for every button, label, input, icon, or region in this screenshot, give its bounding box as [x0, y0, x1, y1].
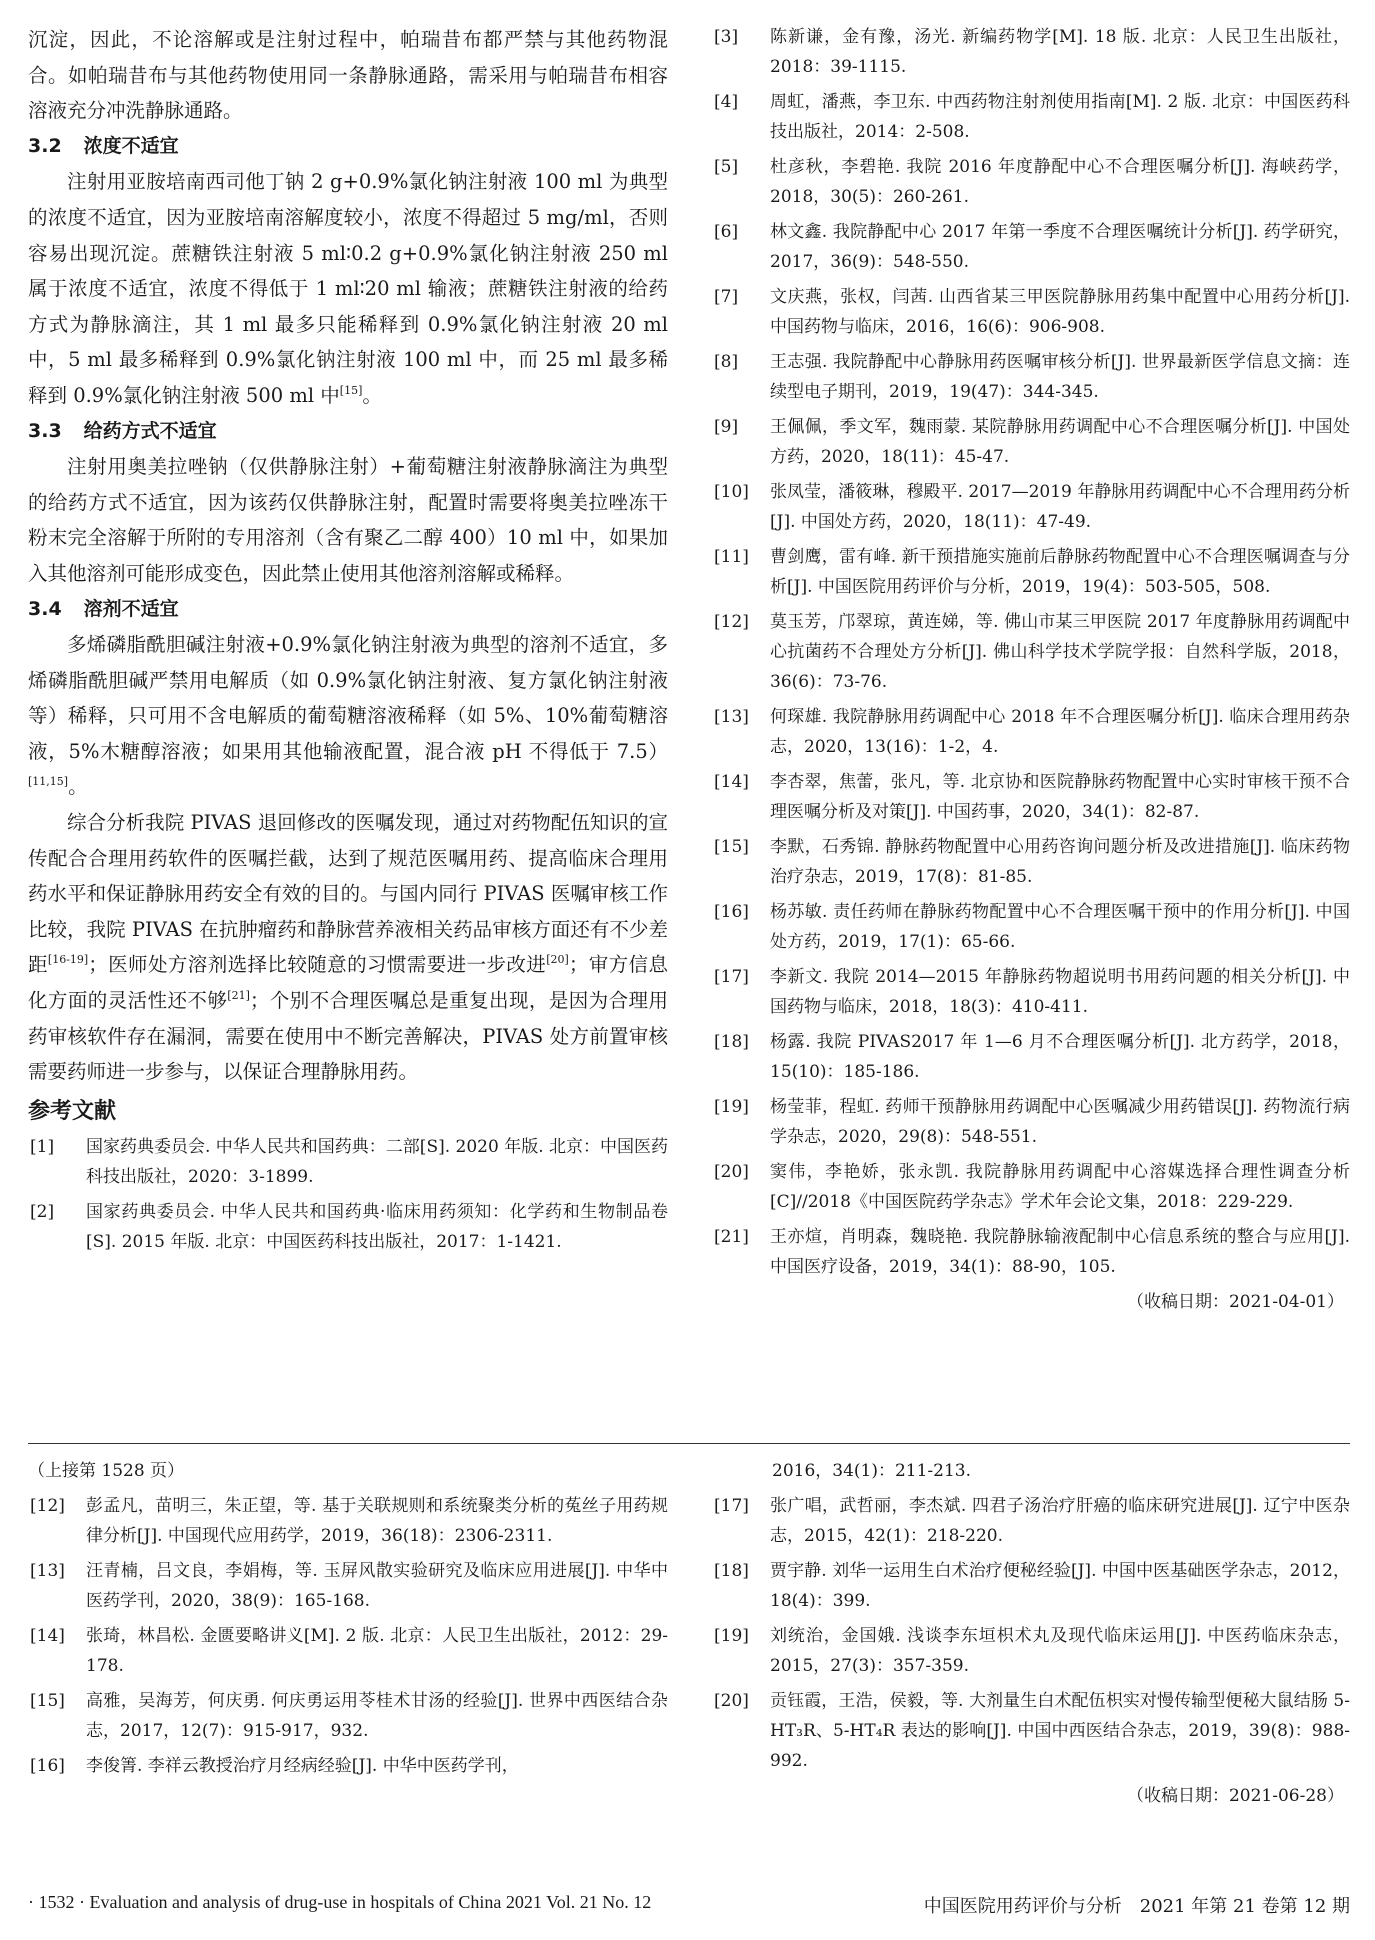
reference-number: [7] — [714, 287, 739, 307]
paragraph-concentration — [28, 164, 668, 413]
section-heading-3-2 — [28, 129, 668, 165]
reference-text: 贡钰霞，王浩，侯毅，等. 大剂量生白术配伍枳实对慢传输型便秘大鼠结肠 5-HT₃R、5-HT₄R 表达的影响[J]. 中国中西医结合杂志，2019，39(8)：988-992. — [770, 1691, 1350, 1771]
right-column — [712, 22, 1350, 1317]
reference-text: 文庆燕，张权，闫茜. 山西省某三甲医院静脉用药集中配置中心用药分析[J]. 中国药物与临床，2016，16(6)：906-908. — [770, 287, 1350, 337]
reference-text: 窦伟，李艳娇，张永凯. 我院静脉用药调配中心溶媒选择合理性调查分析[C]//2018《中国医院药学杂志》学术年会论文集，2018：229-229. — [770, 1162, 1350, 1212]
paragraph-route: 注射用奥美拉唑钠（仅供静脉注射）+葡萄糖注射液静脉滴注为典型的给药方式不适宜，因为该药仅供静脉注射，配置时需要将奥美拉唑冻干粉末完全溶解于所附的专用溶剂（含有聚乙二醇 400）10 ml 中，如果加入其他溶剂可能形成变色，因此禁止使用其他溶剂溶解或稀释。 — [28, 455, 668, 585]
reference-number: [19] — [714, 1626, 749, 1646]
reference-text: 张凤莹，潘筱琳，穆殿平. 2017—2019 年静脉用药调配中心不合理用药分析[J]. 中国处方药，2020，18(11)：47-49. — [770, 482, 1350, 532]
reference-number: [17] — [714, 1496, 749, 1516]
reference-number: [11] — [714, 547, 749, 567]
reference-text: 周虹，潘燕，李卫东. 中西药物注射剂使用指南[M]. 2 版. 北京：中国医药科技出版社，2014：2-508. — [770, 92, 1350, 142]
section-number: 3.4 — [28, 597, 62, 620]
section-divider — [28, 1443, 1350, 1444]
reference-number: [4] — [714, 92, 739, 112]
reference-item — [712, 282, 1350, 342]
reference-text: 王佩佩，季文军，魏雨蒙. 某院静脉用药调配中心不合理医嘱分析[J]. 中国处方药，2020，18(11)：45-47. — [770, 417, 1350, 467]
citation: [11,15] — [28, 775, 69, 789]
reference-number: [20] — [714, 1691, 749, 1711]
references-list — [712, 22, 1350, 1282]
citation: [21] — [227, 989, 250, 1003]
section-title: 给药方式不适宜 — [83, 419, 217, 442]
reference-number: [6] — [714, 222, 739, 242]
paragraph-end: 。 — [68, 775, 88, 799]
section-title: 溶剂不适宜 — [83, 597, 179, 620]
reference-item — [712, 347, 1350, 407]
received-date: （收稿日期：2021-06-28） — [1126, 1786, 1344, 1806]
section-number: 3.3 — [28, 419, 62, 442]
reference-item — [712, 1686, 1350, 1776]
reference-text: 李俊箐. 李祥云教授治疗月经病经验[J]. 中华中医药学刊， — [86, 1756, 519, 1776]
reference-number: [13] — [714, 707, 749, 727]
reference-text: 高雅，吴海芳，何庆勇. 何庆勇运用苓桂术甘汤的经验[J]. 世界中西医结合杂志，2017，12(7)：915-917，932. — [86, 1691, 668, 1741]
reference-number: [3] — [714, 27, 739, 47]
reference-item — [712, 702, 1350, 762]
reference-text: 莫玉芳，邝翠琼，黄连娣，等. 佛山市某三甲医院 2017 年度静脉用药调配中心抗菌药不合理处方分析[J]. 佛山科学技术学院学报：自然科学版，2018，36(6)：73-76. — [770, 612, 1350, 692]
reference-item — [28, 1621, 668, 1681]
continued-from-note: （上接第 1528 页） — [28, 1461, 185, 1481]
reference-number: [9] — [714, 417, 739, 437]
reference-text: 刘统治，金国娥. 浅谈李东垣枳术丸及现代临床运用[J]. 中医药临床杂志，2015，27(3)：357-359. — [770, 1626, 1350, 1676]
reference-item — [712, 1556, 1350, 1616]
paragraph-text: 综合分析我院 PIVAS 退回修改的医嘱发现，通过对药物配伍知识的宣传配合合理用药软件的医嘱拦截，达到了规范医嘱用药、提高临床合理用药水平和保证静脉用药安全有效的目的。与国内同行 PIVAS 医嘱审核工作比较，我院 PIVAS 在抗肿瘤药和静脉营养液相关药品审核方面还有不少差距 — [28, 811, 668, 977]
reference-item — [712, 832, 1350, 892]
reference-text: 何琛雄. 我院静脉用药调配中心 2018 年不合理医嘱分析[J]. 临床合理用药杂志，2020，13(16)：1-2，4. — [770, 707, 1350, 757]
reference-number: [8] — [714, 352, 739, 372]
references-list — [28, 1491, 668, 1781]
reference-text: 国家药典委员会. 中华人民共和国药典·临床用药须知：化学药和生物制品卷[S]. 2015 年版. 北京：中国医药科技出版社，2017：1-1421. — [86, 1201, 668, 1252]
paragraph-text: 注射用亚胺培南西司他丁钠 2 g+0.9%氯化钠注射液 100 ml 为典型的浓度不适宜，因为亚胺培南溶解度较小，浓度不得超过 5 mg/ml，否则容易出现沉淀。蔗糖铁注射液 5 ml∶0.2 g+0.9%氯化钠注射液 250 ml 属于浓度不适宜，浓度不得低于 1 ml∶20 ml 输液；蔗糖铁注射液的给药方式为静脉滴注，其 1 ml 最多只能稀释到 0.9%氯化钠注射液 20 ml 中，5 ml 最多稀释到 0.9%氯化钠注射液 100 ml 中，而 25 ml 最多稀释到 0.9%氯化钠注射液 500 ml 中 — [28, 170, 668, 407]
reference-number: [5] — [714, 157, 739, 177]
paragraph-text: ；个别不合理医嘱总是重复出现，是因为合理用药审核软件存在漏洞，需要在使用中不断完善解决，PIVAS 处方前置审核需要药师进一步参与，以保证合理静脉用药。 — [28, 989, 668, 1084]
reference-item — [28, 1132, 668, 1192]
bottom-right-column — [712, 1456, 1350, 1811]
reference-item — [712, 1092, 1350, 1152]
references-heading: 参考文献 — [28, 1098, 117, 1124]
paragraph-solvent — [28, 627, 668, 805]
reference-number: [19] — [714, 1097, 749, 1117]
reference-item — [712, 767, 1350, 827]
reference-item — [712, 87, 1350, 147]
footer-left: · 1532 · Evaluation and analysis of drug-use in hospitals of China 2021 Vol. 21 No. 12 — [28, 1892, 652, 1912]
reference-text: 汪青楠，吕文良，李娟梅，等. 玉屏风散实验研究及临床应用进展[J]. 中华中医药学刊，2020，38(9)：165-168. — [86, 1561, 668, 1611]
reference-text: 国家药典委员会. 中华人民共和国药典：二部[S]. 2020 年版. 北京：中国医药科技出版社，2020：3-1899. — [86, 1136, 668, 1187]
paragraph-text: ；医师处方溶剂选择比较随意的习惯需要进一步改进 — [88, 953, 547, 977]
paragraph-text: 多烯磷脂酰胆碱注射液+0.9%氯化钠注射液为典型的溶剂不适宜，多烯磷脂酰胆碱严禁用电解质（如 0.9%氯化钠注射液、复方氯化钠注射液等）稀释，只可用不含电解质的葡萄糖溶液稀释（如 5%、10%葡萄糖溶液，5%木糖醇溶液；如果用其他输液配置，混合液 pH 不得低于 7.5） — [28, 633, 668, 763]
reference-item — [28, 1556, 668, 1616]
reference-text: 杨苏敏. 责任药师在静脉药物配置中心不合理医嘱干预中的作用分析[J]. 中国处方药，2019，17(1)：65-66. — [770, 902, 1350, 952]
citation: [15] — [339, 383, 363, 397]
reference-text: 李新文. 我院 2014—2015 年静脉药物超说明书用药问题的相关分析[J]. 中国药物与临床，2018，18(3)：410-411. — [770, 967, 1350, 1017]
references-list — [712, 1491, 1350, 1776]
reference-text: 彭孟凡，苗明三，朱正望，等. 基于关联规则和系统聚类分析的菟丝子用药规律分析[J]. 中国现代应用药学，2019，36(18)：2306-2311. — [86, 1496, 668, 1546]
reference-item — [28, 1686, 668, 1746]
reference-number: [21] — [714, 1227, 749, 1247]
reference-item — [712, 477, 1350, 537]
reference-number: [16] — [30, 1756, 65, 1776]
reference-item — [28, 1491, 668, 1551]
received-date: （收稿日期：2021-04-01） — [1126, 1292, 1344, 1312]
reference-text: 贾宇静. 刘华一运用生白术治疗便秘经验[J]. 中国中医基础医学杂志，2012，18(4)：399. — [770, 1561, 1350, 1611]
page-footer — [28, 1892, 1350, 1918]
paragraph-end: 。 — [362, 383, 382, 407]
reference-item — [712, 1621, 1350, 1681]
reference-text: 杨露. 我院 PIVAS2017 年 1—6 月不合理医嘱分析[J]. 北方药学，2018，15(10)：185-186. — [770, 1032, 1350, 1082]
footer-right: 中国医院用药评价与分析 2021 年第 21 卷第 12 期 — [923, 1896, 1350, 1917]
section-title: 浓度不适宜 — [83, 134, 179, 157]
reference-number: [10] — [714, 482, 749, 502]
reference-text: 陈新谦，金有豫，汤光. 新编药物学[M]. 18 版. 北京：人民卫生出版社，2018：39-1115. — [770, 27, 1350, 77]
reference-text: 杜彦秋，李碧艳. 我院 2016 年度静配中心不合理医嘱分析[J]. 海峡药学，2018，30(5)：260-261. — [770, 157, 1350, 207]
reference-number: [12] — [30, 1496, 65, 1516]
paragraph-continue: 沉淀，因此，不论溶解或是注射过程中，帕瑞昔布都严禁与其他药物混合。如帕瑞昔布与其他药物使用同一条静脉通路，需采用与帕瑞昔布相容溶液充分冲洗静脉通路。 — [28, 28, 668, 123]
reference-item — [28, 1751, 668, 1781]
reference-item — [712, 542, 1350, 602]
reference-number: [15] — [714, 837, 749, 857]
reference-number: [16] — [714, 902, 749, 922]
reference-number: [17] — [714, 967, 749, 987]
reference-text: 杨莹菲，程虹. 药师干预静脉用药调配中心医嘱减少用药错误[J]. 药物流行病学杂志，2020，29(8)：548-551. — [770, 1097, 1350, 1147]
reference-item — [712, 1027, 1350, 1087]
reference-text: 王亦煊，肖明森，魏晓艳. 我院静脉输液配制中心信息系统的整合与应用[J]. 中国医疗设备，2019，34(1)：88-90，105. — [770, 1227, 1350, 1277]
bottom-left-column — [28, 1456, 668, 1786]
reference-number: [14] — [714, 772, 749, 792]
reference-item — [712, 22, 1350, 82]
paragraph-summary — [28, 805, 668, 1090]
references-list — [28, 1132, 668, 1257]
reference-item — [712, 897, 1350, 957]
reference-number: [12] — [714, 612, 749, 632]
reference-item — [712, 1222, 1350, 1282]
reference-number: [13] — [30, 1561, 65, 1581]
reference-number: [18] — [714, 1561, 749, 1581]
section-heading-3-3 — [28, 414, 668, 450]
paragraph-text: ；审方信息化方面的灵活性还不够 — [28, 953, 668, 1013]
reference-continuation: 2016，34(1)：211-213. — [772, 1461, 972, 1481]
citation: [20] — [546, 953, 569, 967]
reference-text: 曹剑鹰，雷有峰. 新干预措施实施前后静脉药物配置中心不合理医嘱调查与分析[J]. 中国医院用药评价与分析，2019，19(4)：503-505，508. — [770, 547, 1350, 597]
section-heading-3-4 — [28, 592, 668, 628]
reference-item — [712, 962, 1350, 1022]
reference-text: 王志强. 我院静配中心静脉用药医嘱审核分析[J]. 世界最新医学信息文摘：连续型电子期刊，2019，19(47)：344-345. — [770, 352, 1350, 402]
reference-item — [712, 412, 1350, 472]
section-number: 3.2 — [28, 134, 62, 157]
reference-item — [28, 1197, 668, 1257]
reference-text: 张广唱，武哲丽，李杰斌. 四君子汤治疗肝癌的临床研究进展[J]. 辽宁中医杂志，2015，42(1)：218-220. — [770, 1496, 1350, 1546]
reference-number: [18] — [714, 1032, 749, 1052]
reference-text: 张琦，林昌松. 金匮要略讲义[M]. 2 版. 北京：人民卫生出版社，2012：29-178. — [86, 1626, 668, 1676]
reference-item — [712, 152, 1350, 212]
reference-number: [15] — [30, 1691, 65, 1711]
reference-number: [1] — [30, 1136, 55, 1157]
reference-text: 李杏翠，焦蕾，张凡，等. 北京协和医院静脉药物配置中心实时审核干预不合理医嘱分析及对策[J]. 中国药事，2020，34(1)：82-87. — [770, 772, 1350, 822]
citation: [16-19] — [47, 953, 89, 967]
reference-number: [20] — [714, 1162, 749, 1182]
reference-item — [712, 217, 1350, 277]
reference-text: 李默，石秀锦. 静脉药物配置中心用药咨询问题分析及改进措施[J]. 临床药物治疗杂志，2019，17(8)：81-85. — [770, 837, 1350, 887]
reference-item — [712, 1491, 1350, 1551]
reference-number: [14] — [30, 1626, 65, 1646]
left-column — [28, 22, 668, 1262]
reference-number: [2] — [30, 1201, 55, 1222]
reference-item — [712, 607, 1350, 697]
reference-item — [712, 1157, 1350, 1217]
reference-text: 林文鑫. 我院静配中心 2017 年第一季度不合理医嘱统计分析[J]. 药学研究，2017，36(9)：548-550. — [770, 222, 1350, 272]
